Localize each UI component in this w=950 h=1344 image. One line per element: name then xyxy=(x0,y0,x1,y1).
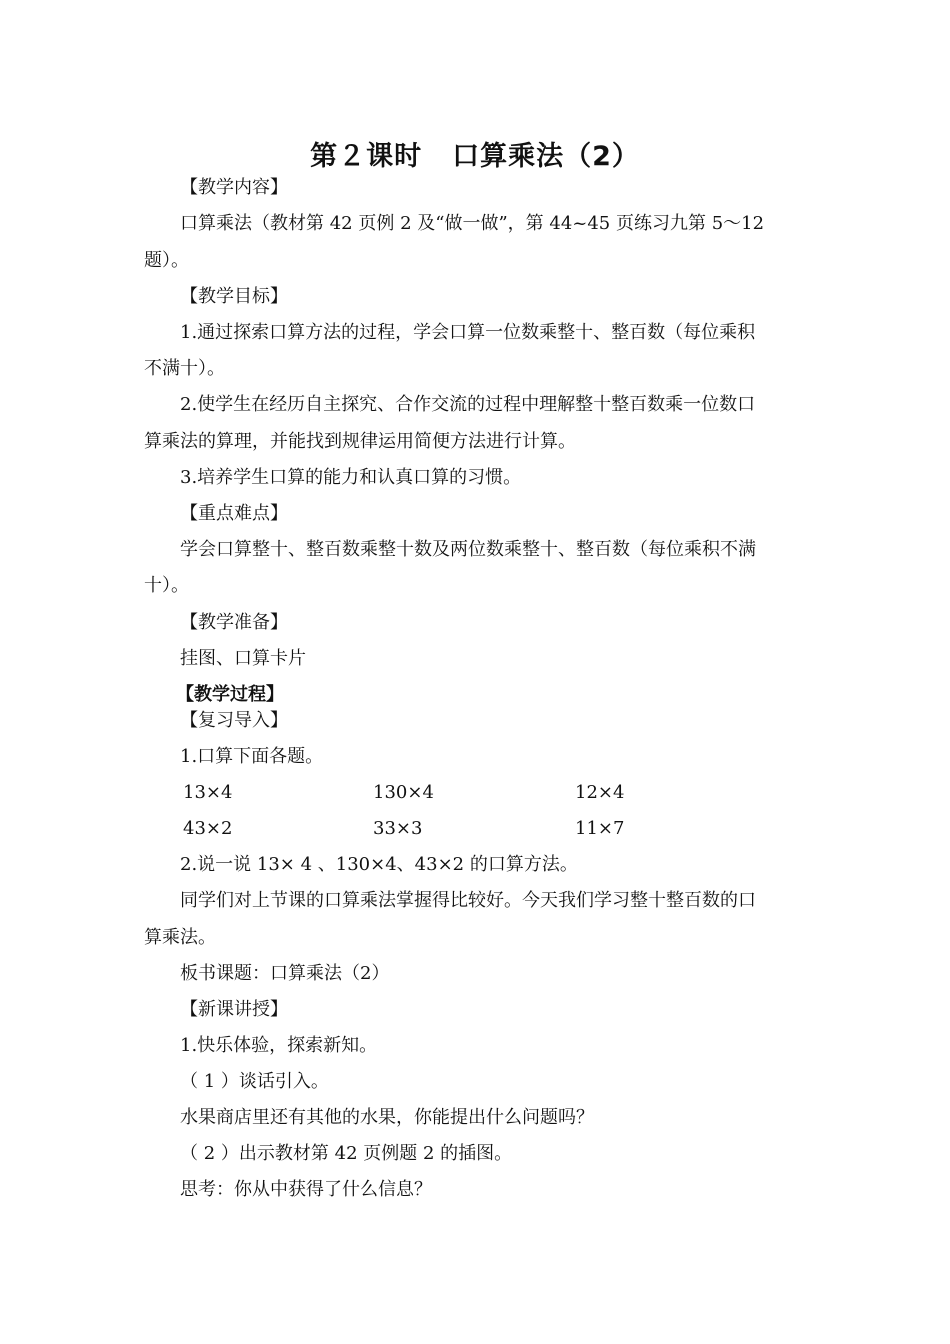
calc-item: 130×4 xyxy=(373,782,434,803)
review-item-2: 2.说一说 13× 4 、130×4、43×2 的口算方法。 xyxy=(180,854,578,875)
content-line-1: 口算乘法（教材第 42 页例 2 及“做一做”，第 44~45 页练习九第 5～12 xyxy=(180,213,765,234)
new-sub-2: （ 2 ）出示教材第 42 页例题 2 的插图。 xyxy=(180,1143,513,1164)
goal-1-line-1: 1.通过探索口算方法的过程，学会口算一位数乘整十、整百数（每位乘积 xyxy=(180,322,756,343)
calc-item: 33×3 xyxy=(373,818,423,839)
content-heading: 【教学内容】 xyxy=(180,177,288,198)
board-title: 板书课题：口算乘法（2） xyxy=(180,963,390,984)
goal-3: 3.培养学生口算的能力和认真口算的习惯。 xyxy=(180,467,522,488)
prep-heading: 【教学准备】 xyxy=(180,612,288,633)
calc-item: 11×7 xyxy=(575,818,625,839)
calc-item: 12×4 xyxy=(575,782,625,803)
new-heading: 【新课讲授】 xyxy=(180,999,288,1020)
goal-2-line-1: 2.使学生在经历自主探究、合作交流的过程中理解整十整百数乘一位数口 xyxy=(180,394,756,415)
review-text-line-1: 同学们对上节课的口算乘法掌握得比较好。今天我们学习整十整百数的口 xyxy=(180,890,756,911)
goal-2-line-2: 算乘法的算理，并能找到规律运用简便方法进行计算。 xyxy=(144,431,576,452)
content-line-2: 题）。 xyxy=(144,250,189,271)
calc-item: 13×4 xyxy=(183,782,233,803)
new-sub-1-text: 水果商店里还有其他的水果，你能提出什么问题吗？ xyxy=(180,1107,594,1128)
goal-1-line-2: 不满十）。 xyxy=(144,358,225,379)
key-line-1: 学会口算整十、整百数乘整十数及两位数乘整十、整百数（每位乘积不满 xyxy=(180,539,756,560)
key-heading: 【重点难点】 xyxy=(180,503,288,524)
review-text-line-2: 算乘法。 xyxy=(144,927,216,948)
process-heading: 【教学过程】 xyxy=(176,684,284,705)
new-think: 思考：你从中获得了什么信息？ xyxy=(180,1179,432,1200)
calc-item: 43×2 xyxy=(183,818,233,839)
review-item-1: 1.口算下面各题。 xyxy=(180,746,324,767)
prep-text: 挂图、口算卡片 xyxy=(180,648,306,669)
lesson-number: 第２课时 xyxy=(310,141,423,172)
lesson-topic: 口算乘法（2） xyxy=(452,141,640,172)
new-sub-1: （ 1 ）谈话引入。 xyxy=(180,1071,329,1092)
goals-heading: 【教学目标】 xyxy=(180,286,288,307)
key-line-2: 十）。 xyxy=(144,575,189,596)
new-item-1: 1.快乐体验，探索新知。 xyxy=(180,1035,378,1056)
page-title xyxy=(0,134,950,173)
review-heading: 【复习导入】 xyxy=(180,710,288,731)
